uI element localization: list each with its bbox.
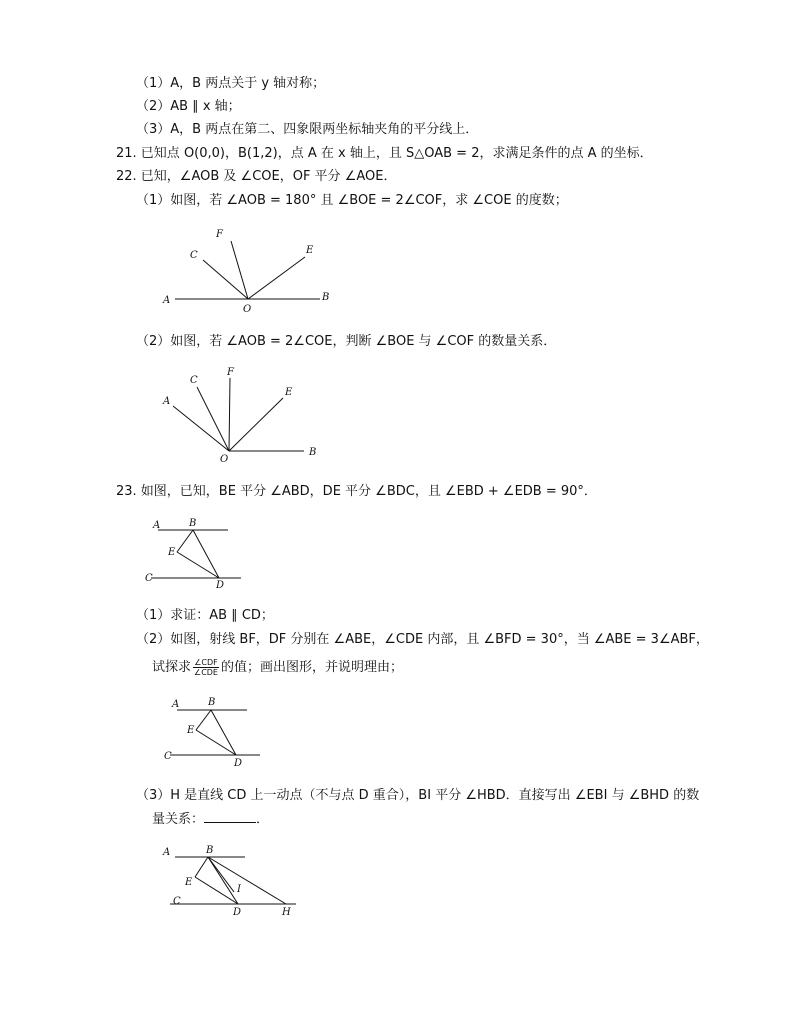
point-label-o: O [243, 304, 252, 315]
point-label-a: A [163, 295, 171, 306]
q23-figure-2 [162, 695, 267, 770]
point-label-e: E [285, 387, 293, 398]
point-label-e: E [168, 547, 176, 558]
point-label-c: C [145, 573, 153, 584]
q20-part3: （3）A，B 两点在第二、四象限两坐标轴夹角的平分线上． [136, 122, 479, 137]
point-label-b: B [208, 697, 216, 708]
point-label-d: D [234, 758, 243, 769]
q23-part2-line1: （2）如图，射线 BF，DF 分别在 ∠ABE，∠CDE 内部，且 ∠BFD = 30°，当 ∠ABE = 3∠ABF， [136, 632, 709, 647]
point-label-e: E [185, 877, 193, 888]
point-label-e: E [306, 245, 314, 256]
answer-blank[interactable] [204, 810, 256, 823]
q23-part3-line1: （3）H 是直线 CD 上一动点（不与点 D 重合），BI 平分 ∠HBD．直接写出 ∠EBI 与 ∠BHD 的数 [136, 788, 700, 803]
point-label-c: C [173, 896, 181, 907]
q23-figure-1 [143, 515, 248, 590]
q23-part3-end: ． [256, 812, 270, 827]
q23-part3-line2 [152, 810, 269, 829]
point-label-a: A [163, 396, 171, 407]
q23-part2-line2 [152, 655, 403, 681]
q23-figure-3 [160, 840, 310, 920]
point-label-e: E [187, 725, 195, 736]
q23-part1: （1）求证：AB ∥ CD； [136, 608, 274, 623]
q22-figure-2 [158, 365, 328, 465]
point-label-d: D [233, 907, 242, 918]
q23-stem: 23. 如图，已知，BE 平分 ∠ABD，DE 平分 ∠BDC，且 ∠EBD + ∠EDB = 90°． [116, 484, 597, 499]
point-label-c: C [164, 751, 172, 762]
q23-part2-post: 的值；画出图形，并说明理由； [221, 660, 404, 675]
point-label-d: D [216, 580, 225, 590]
point-label-a: A [172, 699, 180, 710]
q22-stem: 22. 已知，∠AOB 及 ∠COE，OF 平分 ∠AOE． [116, 169, 397, 184]
point-label-f: F [227, 367, 234, 378]
fraction-cdf-over-cde [193, 658, 219, 677]
q22-part2: （2）如图，若 ∠AOB = 2∠COE，判断 ∠BOE 与 ∠COF 的数量关系． [136, 334, 557, 349]
q21-text: 21. 已知点 O(0,0)，B(1,2)，点 A 在 x 轴上，且 S△OAB = 2，求满足条件的点 A 的坐标． [116, 146, 653, 161]
point-label-h: H [282, 907, 291, 918]
point-label-i: I [237, 884, 241, 895]
point-label-c: C [190, 250, 198, 261]
fraction-denominator: ∠CDE [194, 668, 218, 677]
point-label-b: B [322, 292, 330, 303]
q20-part1: （1）A，B 两点关于 y 轴对称； [136, 76, 326, 91]
point-label-o: O [220, 454, 229, 465]
q23-part3-prefix: 量关系： [152, 812, 205, 827]
point-label-b: B [309, 447, 317, 458]
point-label-a: A [163, 847, 171, 858]
q20-part2: （2）AB ∥ x 轴； [136, 99, 241, 114]
point-label-a: A [153, 520, 161, 531]
q22-figure-1 [155, 222, 345, 317]
point-label-b: B [189, 518, 197, 529]
q23-part2-pre: 试探求 [152, 660, 192, 675]
point-label-f: F [216, 229, 223, 240]
q22-part1: （1）如图，若 ∠AOB = 180° 且 ∠BOE = 2∠COF，求 ∠COE 的度数； [136, 193, 568, 208]
fraction-numerator: ∠CDF [194, 658, 218, 667]
point-label-b: B [206, 845, 214, 856]
point-label-c: C [190, 375, 198, 386]
